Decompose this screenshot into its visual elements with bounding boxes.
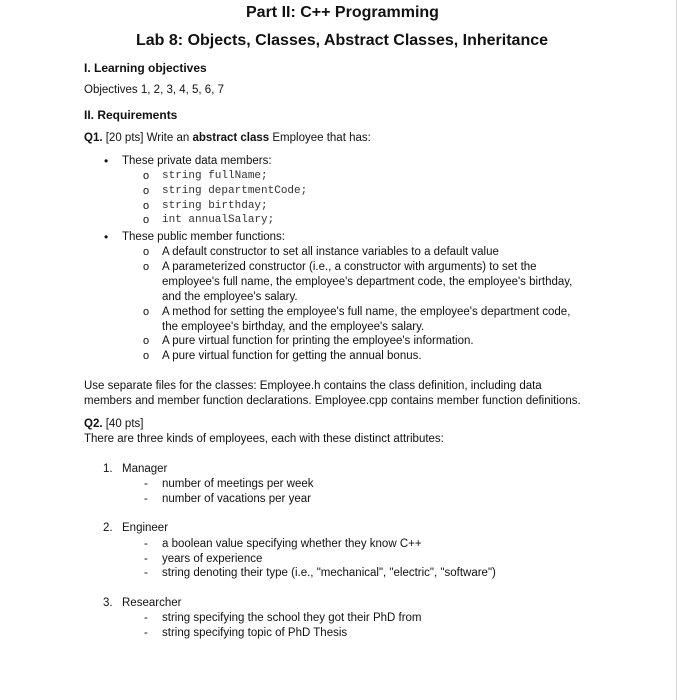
member-line: int annualSalary; bbox=[162, 214, 275, 226]
q1-bold: abstract class bbox=[192, 132, 270, 144]
list-number: 2. bbox=[103, 522, 113, 534]
function-line: A pure virtual function for printing the employee's information. bbox=[162, 335, 474, 347]
dash-bullet-icon: - bbox=[144, 567, 148, 579]
circle-bullet-icon: o bbox=[143, 335, 150, 347]
objectives-text: Objectives 1, 2, 3, 4, 5, 6, 7 bbox=[84, 84, 224, 96]
circle-bullet-icon: o bbox=[143, 246, 150, 258]
circle-bullet-icon: o bbox=[143, 185, 150, 197]
employee-kind: Researcher bbox=[122, 597, 182, 609]
attribute-line: years of experience bbox=[162, 553, 263, 565]
q1-pre: [20 pts] Write an bbox=[102, 132, 193, 144]
function-line: A parameterized constructor (i.e., a constructor with arguments) to set the bbox=[162, 261, 537, 273]
dash-bullet-icon: - bbox=[144, 493, 148, 505]
learning-objectives-heading: I. Learning objectives bbox=[84, 61, 207, 75]
circle-bullet-icon: o bbox=[143, 261, 150, 273]
attribute-line: string denoting their type (i.e., "mechanical", "electric", "software") bbox=[162, 567, 496, 579]
circle-bullet-icon: o bbox=[143, 350, 150, 362]
dash-bullet-icon: - bbox=[144, 478, 148, 490]
q2-label: Q2. bbox=[84, 418, 103, 430]
page-title: Part II: C++ Programming bbox=[246, 4, 439, 21]
member-line: string fullName; bbox=[162, 170, 268, 182]
circle-bullet-icon: o bbox=[143, 306, 150, 318]
q1-post: Employee that has: bbox=[269, 132, 371, 144]
function-line: and the employee's salary. bbox=[162, 291, 298, 303]
function-line: A method for setting the employee's full name, the employee's department code, bbox=[162, 306, 571, 318]
circle-bullet-icon: o bbox=[143, 214, 150, 226]
q1-prompt bbox=[84, 132, 371, 144]
list-number: 1. bbox=[103, 463, 113, 475]
member-line: string birthday; bbox=[162, 200, 268, 212]
attribute-line: string specifying the school they got their PhD from bbox=[162, 612, 422, 624]
q1-label: Q1. bbox=[84, 132, 103, 144]
bullet-icon: • bbox=[104, 230, 109, 244]
function-line: A default constructor to set all instance variables to a default value bbox=[162, 246, 499, 258]
list-number: 3. bbox=[103, 597, 113, 609]
member-line: string departmentCode; bbox=[162, 185, 308, 197]
public-functions-label: These public member functions: bbox=[122, 231, 285, 243]
attribute-line: number of meetings per week bbox=[162, 478, 314, 490]
q2-points: [40 pts] bbox=[102, 418, 144, 430]
function-line: the employee's birthday, and the employee's salary. bbox=[162, 321, 425, 333]
lab-title: Lab 8: Objects, Classes, Abstract Classes, Inheritance bbox=[136, 32, 549, 49]
q2-intro: There are three kinds of employees, each with these distinct attributes: bbox=[84, 433, 444, 445]
requirements-heading: II. Requirements bbox=[84, 108, 178, 122]
bullet-icon: • bbox=[104, 154, 109, 168]
function-line: A pure virtual function for getting the annual bonus. bbox=[162, 350, 422, 362]
employee-kind: Engineer bbox=[122, 522, 169, 534]
circle-bullet-icon: o bbox=[143, 200, 150, 212]
attribute-line: number of vacations per year bbox=[162, 493, 311, 505]
attribute-line: string specifying topic of PhD Thesis bbox=[162, 627, 348, 639]
function-line: employee's full name, the employee's department code, the employee's birthday, bbox=[162, 276, 573, 288]
dash-bullet-icon: - bbox=[144, 612, 148, 624]
private-members-label: These private data members: bbox=[122, 155, 272, 167]
attribute-line: a boolean value specifying whether they know C++ bbox=[162, 538, 422, 550]
files-note-line: members and member function declarations. Employee.cpp contains member function definitions. bbox=[84, 395, 581, 407]
files-note-line: Use separate files for the classes: Employee.h contains the class definition, including data bbox=[84, 380, 542, 392]
employee-kind: Manager bbox=[122, 463, 168, 475]
dash-bullet-icon: - bbox=[144, 538, 148, 550]
circle-bullet-icon: o bbox=[143, 170, 150, 182]
dash-bullet-icon: - bbox=[144, 627, 148, 639]
dash-bullet-icon: - bbox=[144, 553, 148, 565]
q2-heading bbox=[84, 418, 143, 430]
